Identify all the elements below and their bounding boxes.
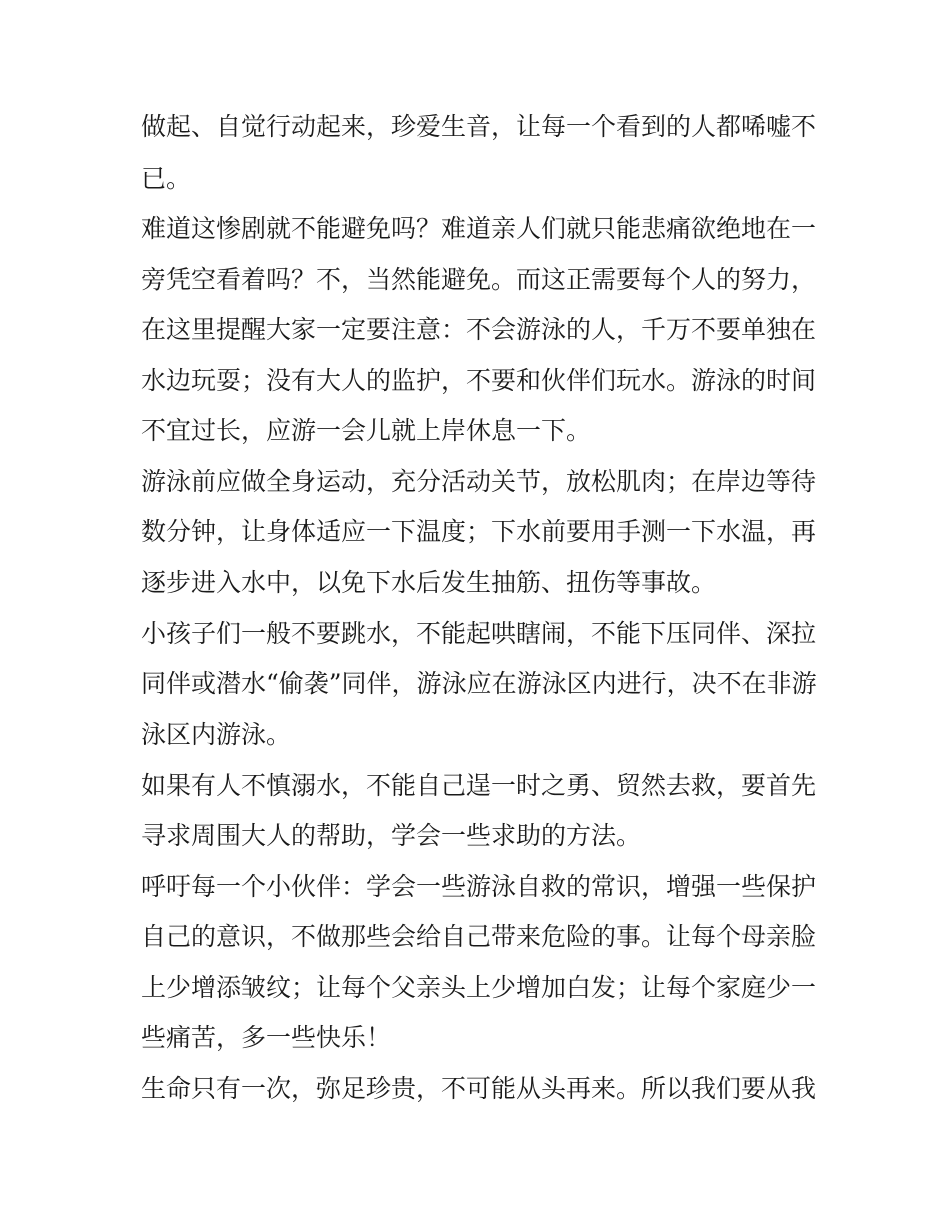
text-line: 游泳前应做全身运动，充分活动关节，放松肌肉；在岸边等待 (141, 467, 817, 496)
text-line: 泳区内游泳。 (141, 720, 292, 749)
text-line: 在这里提醒大家一定要注意：不会游泳的人，千万不要单独在 (141, 315, 817, 344)
text-line: 逐步进入水中，以免下水后发生抽筋、扭伤等事故。 (141, 568, 717, 597)
text-line: 自己的意识，不做那些会给自己带来危险的事。让每个母亲脸 (141, 922, 817, 951)
text-line: 些痛苦，多一些快乐！ (141, 1023, 392, 1052)
text-line: 不宜过长，应游一会儿就上岸休息一下。 (141, 416, 592, 445)
text-line: 旁凭空看着吗？不，当然能避免。而这正需要每个人的努力， (141, 265, 817, 294)
text-line: 做起、自觉行动起来，珍爱生音，让每一个看到的人都唏嘘不 (141, 112, 817, 141)
text-line: 数分钟，让身体适应一下温度；下水前要用手测一下水温，再 (141, 517, 817, 546)
text-line: 生命只有一次，弥足珍贵，不可能从头再来。所以我们要从我 (141, 1074, 817, 1103)
text-line: 已。 (141, 164, 192, 193)
text-line: 小孩子们一般不要跳水，不能起哄瞎闹，不能下压同伴、深拉 (141, 619, 817, 648)
text-line: 寻求周围大人的帮助，学会一些求助的方法。 (141, 821, 642, 850)
text-line: 水边玩耍；没有大人的监护，不要和伙伴们玩水。游泳的时间 (141, 366, 817, 395)
text-line: 同伴或潜水“偷袭”同伴，游泳应在游泳区内进行，决不在非游 (141, 669, 817, 698)
text-line: 如果有人不慎溺水，不能自己逞一时之勇、贸然去救，要首先 (141, 771, 817, 800)
text-line: 呼吁每一个小伙伴：学会一些游泳自救的常识，增强一些保护 (141, 872, 817, 901)
text-line: 上少增添皱纹；让每个父亲头上少增加白发；让每个家庭少一 (141, 973, 817, 1002)
text-line: 难道这惨剧就不能避免吗？难道亲人们就只能悲痛欲绝地在一 (141, 214, 817, 243)
